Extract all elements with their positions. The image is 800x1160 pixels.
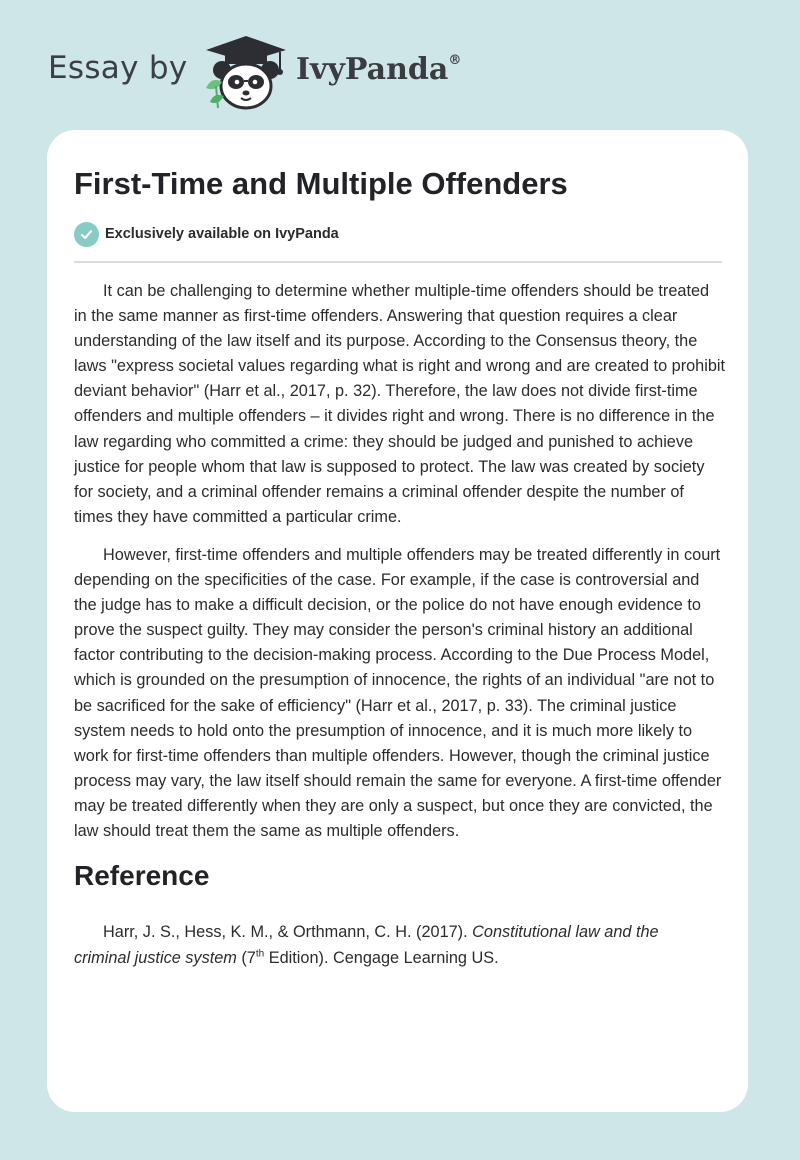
reference-authors: Harr, J. S., Hess, K. M., & Orthmann, C. H. (2017).	[103, 923, 473, 941]
paragraph: However, first-time offenders and multiple offenders may be treated differently in court depending on the specificities of the case. For example, if the case is controversial and the judge has to make a difficult decision, or the police do not have enough evidence to prove the suspect guilty. They may consider the person's criminal history an additional factor contributing to the decision-making process. According to the Due Process Model, which is grounded on the presumption of innocence, the rights of an individual "are not to be sacrificed for the sake of efficiency" (Harr et al., 2017, p. 33). The criminal justice system needs to hold onto the presumption of innocence, and it is much more likely to work for first-time offenders than multiple offenders. However, though the criminal justice process may vary, the law itself should remain the same for everyone. A first-time offender may be treated differently when they are only a suspect, but once they are convicted, the law should treat them the same as multiple offenders.	[74, 545, 722, 840]
reference-edition-sup: th	[255, 948, 265, 960]
reference-heading: Reference	[74, 860, 210, 891]
panda-graduate-logo-icon[interactable]	[200, 30, 292, 112]
reference-edition-open: (7	[236, 949, 256, 967]
paragraph: It can be challenging to determine whether multiple-time offenders should be treated in the same manner as first-time offenders. Answering that question requires a clear understanding of the law itself and its purpose. According to the Consensus theory, the laws "express societal values regarding what is right and wrong and are created to prohibit deviant behavior" (Harr et al., 2017, p. 32). Therefore, the law does not divide first-time offenders and multiple offenders – it divides right and wrong. There is no difference in the law regarding who committed a crime: they should be judged and punished to achieve justice for people whom that law is supposed to protect. The law was created by society for society, and a criminal offender remains a criminal offender despite the number of times they have committed a particular crime.	[74, 282, 726, 526]
essay-by-label: Essay by	[48, 50, 188, 86]
reference-edition-close: Edition). Cengage Learning US.	[264, 949, 499, 967]
brand-name[interactable]: IvyPanda®	[296, 52, 462, 87]
exclusive-badge	[74, 221, 339, 247]
page-title: First-Time and Multiple Offenders	[74, 166, 568, 201]
exclusive-badge-label: Exclusively available on IvyPanda	[105, 226, 339, 242]
registered-mark: ®	[448, 53, 462, 68]
reference-book-title: Constitutional law and the criminal justice system	[74, 923, 659, 967]
essay-card	[47, 130, 748, 1112]
site-header	[0, 0, 800, 130]
check-icon	[74, 222, 99, 247]
reference-entry	[74, 919, 714, 971]
essay-body	[74, 279, 726, 857]
divider	[74, 261, 722, 263]
